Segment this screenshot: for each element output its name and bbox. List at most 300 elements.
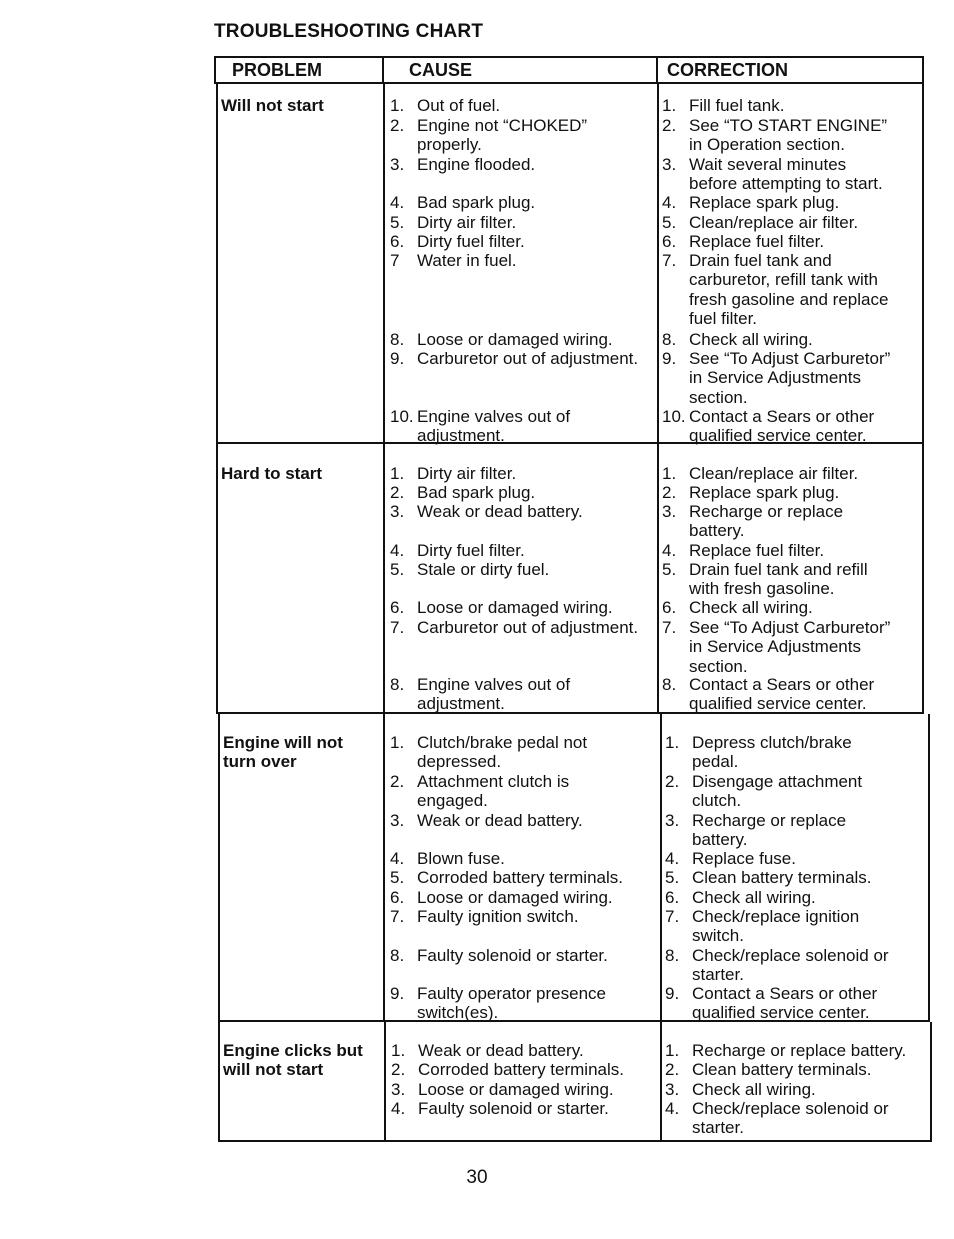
cause-number: 3. <box>390 811 405 830</box>
correction-item <box>662 502 919 541</box>
correction-text <box>689 502 919 541</box>
correction-line: carburetor, refill tank with <box>689 270 878 290</box>
cause-text <box>417 598 655 617</box>
cause-text <box>417 984 658 1023</box>
cause-item <box>390 116 655 155</box>
correction-line: Replace spark plug. <box>689 193 840 212</box>
cause-item <box>390 232 655 251</box>
correction-line: Contact a Sears or other <box>689 407 875 426</box>
cause-number: 6. <box>390 888 405 907</box>
cause-number: 4. <box>390 849 405 868</box>
cause-number: 7. <box>390 907 405 926</box>
correction-line: See “TO START ENGINE” <box>689 116 888 135</box>
cause-line: Engine valves out of <box>417 675 571 694</box>
correction-number: 5. <box>662 213 677 232</box>
cause-line: Engine valves out of <box>417 407 571 426</box>
cause-text <box>418 1041 658 1060</box>
cause-text <box>417 251 655 270</box>
cause-number: 3. <box>391 1080 406 1099</box>
correction-line: Contact a Sears or other <box>692 984 878 1003</box>
correction-item <box>662 96 919 115</box>
correction-number: 1. <box>662 464 677 483</box>
correction-item <box>662 675 919 714</box>
correction-line: fuel filter. <box>689 308 758 328</box>
correction-item <box>662 193 919 212</box>
cause-line: Clutch/brake pedal not <box>417 733 588 752</box>
cause-number: 1. <box>390 464 405 483</box>
cause-item <box>390 349 655 368</box>
correction-text <box>689 193 919 212</box>
correction-line: Replace spark plug. <box>689 483 840 502</box>
cause-item <box>390 984 658 1023</box>
cause-number: 5. <box>390 560 405 579</box>
correction-number: 5. <box>665 868 680 887</box>
correction-item <box>662 116 919 155</box>
cause-text <box>417 116 655 155</box>
cause-number: 2. <box>390 772 405 791</box>
problem-line: will not start <box>223 1060 324 1080</box>
cause-item <box>390 733 658 772</box>
correction-number: 2. <box>662 116 677 135</box>
cause-line: Water in fuel. <box>417 251 517 270</box>
problem-cell <box>221 464 380 483</box>
column-divider <box>383 82 385 442</box>
cause-number: 9. <box>390 984 405 1003</box>
correction-line: Drain fuel tank and <box>689 251 832 270</box>
cause-number: 6. <box>390 598 405 617</box>
cause-item <box>390 483 655 502</box>
correction-item <box>665 984 925 1023</box>
cause-line: Corroded battery terminals. <box>417 868 623 887</box>
correction-text <box>692 888 925 907</box>
correction-line: fresh gasoline and replace <box>689 289 889 309</box>
correction-item <box>662 213 919 232</box>
cause-item <box>390 772 658 811</box>
correction-number: 2. <box>665 1060 680 1079</box>
cause-item <box>390 541 655 560</box>
correction-item <box>662 464 919 483</box>
cause-line: adjustment. <box>417 426 505 446</box>
correction-line: battery. <box>689 521 745 541</box>
correction-text <box>689 541 919 560</box>
correction-text <box>692 811 925 850</box>
cause-text <box>418 1080 658 1099</box>
correction-line: starter. <box>692 965 744 985</box>
correction-item <box>665 868 925 887</box>
correction-number: 2. <box>662 483 677 502</box>
correction-line: Replace fuse. <box>692 849 796 868</box>
cause-text <box>417 349 655 368</box>
cause-item <box>391 1099 658 1118</box>
correction-item <box>665 733 925 772</box>
cause-number: 4. <box>390 193 405 212</box>
problem-cell <box>221 96 380 115</box>
correction-item <box>662 407 919 446</box>
correction-text <box>692 1041 927 1060</box>
cause-line: engaged. <box>417 791 488 811</box>
correction-number: 7. <box>662 618 677 637</box>
cause-number: 10. <box>390 407 414 426</box>
cause-text <box>417 849 658 868</box>
correction-line: Clean battery terminals. <box>692 868 872 887</box>
correction-number: 2. <box>665 772 680 791</box>
cause-text <box>417 946 658 965</box>
correction-line: Recharge or replace <box>692 811 847 830</box>
correction-line: Check all wiring. <box>692 1080 816 1099</box>
problem-line: Hard to start <box>221 464 323 483</box>
cause-text <box>418 1099 658 1118</box>
correction-text <box>692 1099 927 1138</box>
cause-line: Engine not “CHOKED” <box>417 116 588 135</box>
correction-item <box>662 330 919 349</box>
correction-line: qualified service center. <box>692 1003 870 1023</box>
correction-number: 9. <box>665 984 680 1003</box>
correction-line: Replace fuel filter. <box>689 232 825 251</box>
cause-line: Loose or damaged wiring. <box>417 330 613 349</box>
correction-line: before attempting to start. <box>689 174 883 194</box>
correction-number: 4. <box>665 1099 680 1118</box>
cause-item <box>390 675 655 714</box>
cause-item <box>390 155 655 174</box>
cause-number: 6. <box>390 232 405 251</box>
correction-number: 8. <box>662 675 677 694</box>
cause-number: 8. <box>390 675 405 694</box>
cause-line: Dirty air filter. <box>417 213 517 232</box>
cause-line: Loose or damaged wiring. <box>417 598 613 617</box>
correction-line: Fill fuel tank. <box>689 96 785 115</box>
correction-item <box>665 1099 927 1138</box>
correction-number: 6. <box>665 888 680 907</box>
cause-line: switch(es). <box>417 1003 499 1023</box>
cause-line: Weak or dead battery. <box>418 1041 584 1060</box>
cause-text <box>417 232 655 251</box>
correction-text <box>689 483 919 502</box>
correction-text <box>689 464 919 483</box>
correction-line: pedal. <box>692 752 739 772</box>
table-header <box>214 56 924 84</box>
correction-item <box>662 618 919 676</box>
problem-line: Will not start <box>221 96 324 115</box>
column-divider <box>383 714 385 1020</box>
correction-line: Check all wiring. <box>692 888 816 907</box>
correction-number: 6. <box>662 598 677 617</box>
cause-item <box>390 618 655 637</box>
correction-text <box>689 96 919 115</box>
cause-text <box>417 483 655 502</box>
correction-line: switch. <box>692 926 744 946</box>
correction-item <box>662 483 919 502</box>
cause-item <box>391 1041 658 1060</box>
correction-text <box>689 213 919 232</box>
cause-line: Stale or dirty fuel. <box>417 560 550 579</box>
cause-text <box>417 772 658 811</box>
column-divider <box>382 58 384 82</box>
header-cause: CAUSE <box>409 60 473 80</box>
correction-line: Check/replace solenoid or <box>692 1099 889 1118</box>
correction-text <box>689 618 919 676</box>
correction-line: starter. <box>692 1118 744 1138</box>
cause-text <box>417 618 655 637</box>
cause-item <box>391 1060 658 1079</box>
cause-line: Attachment clutch is <box>417 772 570 791</box>
correction-item <box>665 1060 927 1079</box>
cause-item <box>390 464 655 483</box>
cause-text <box>417 675 655 714</box>
cause-text <box>417 907 658 926</box>
cause-item <box>390 193 655 212</box>
correction-text <box>692 733 925 772</box>
correction-item <box>665 772 925 811</box>
correction-text <box>689 155 919 194</box>
problem-cell <box>223 1041 381 1080</box>
cause-item <box>391 1080 658 1099</box>
correction-line: Recharge or replace <box>689 502 844 521</box>
cause-item <box>390 946 658 965</box>
cause-line: Dirty fuel filter. <box>417 541 525 560</box>
table-row <box>216 82 924 444</box>
cause-item <box>390 213 655 232</box>
cause-item <box>390 598 655 617</box>
correction-item <box>665 946 925 985</box>
correction-line: See “To Adjust Carburetor” <box>689 618 891 637</box>
correction-line: Contact a Sears or other <box>689 675 875 694</box>
correction-text <box>689 232 919 251</box>
correction-number: 6. <box>662 232 677 251</box>
cause-number: 3. <box>390 155 405 174</box>
correction-number: 4. <box>662 541 677 560</box>
correction-line: Depress clutch/brake <box>692 733 852 752</box>
cause-item <box>390 502 655 521</box>
cause-number: 1. <box>390 733 405 752</box>
table-row <box>218 1022 932 1142</box>
correction-item <box>665 907 925 946</box>
correction-number: 7. <box>662 251 677 270</box>
correction-line: Disengage attachment <box>692 772 863 791</box>
cause-text <box>417 868 658 887</box>
correction-number: 1. <box>662 96 677 115</box>
correction-item <box>662 155 919 194</box>
cause-number: 4. <box>391 1099 406 1118</box>
correction-line: section. <box>689 656 748 676</box>
correction-text <box>692 1060 927 1079</box>
cause-item <box>390 907 658 926</box>
correction-number: 3. <box>665 1080 680 1099</box>
cause-line: Blown fuse. <box>417 849 505 868</box>
column-divider <box>657 444 659 712</box>
correction-line: section. <box>689 387 748 407</box>
cause-line: Faulty operator presence <box>417 984 606 1003</box>
cause-item <box>390 96 655 115</box>
correction-line: Clean battery terminals. <box>692 1060 872 1079</box>
correction-text <box>689 251 919 328</box>
correction-number: 8. <box>665 946 680 965</box>
cause-line: adjustment. <box>417 694 505 714</box>
cause-line: Engine flooded. <box>417 155 536 174</box>
cause-number: 8. <box>390 946 405 965</box>
cause-text <box>417 330 655 349</box>
correction-text <box>692 907 925 946</box>
cause-text <box>417 560 655 579</box>
correction-number: 3. <box>665 811 680 830</box>
correction-number: 8. <box>662 330 677 349</box>
correction-line: Check all wiring. <box>689 330 813 349</box>
cause-text <box>417 811 658 830</box>
correction-line: Check/replace ignition <box>692 907 860 926</box>
cause-text <box>417 96 655 115</box>
correction-text <box>689 349 919 407</box>
correction-text <box>692 772 925 811</box>
cause-text <box>417 155 655 174</box>
correction-line: Clean/replace air filter. <box>689 464 859 483</box>
correction-number: 4. <box>662 193 677 212</box>
page-number: 30 <box>466 1167 488 1188</box>
cause-number: 7. <box>390 618 405 637</box>
problem-line: Engine clicks but <box>223 1041 363 1060</box>
correction-number: 1. <box>665 733 680 752</box>
correction-line: qualified service center. <box>689 694 867 714</box>
correction-item <box>665 811 925 850</box>
problem-line: turn over <box>223 752 297 772</box>
problem-line: Engine will not <box>223 733 343 752</box>
cause-number: 2. <box>390 483 405 502</box>
correction-text <box>689 407 919 446</box>
correction-item <box>665 1041 927 1060</box>
correction-number: 4. <box>665 849 680 868</box>
correction-line: in Service Adjustments <box>689 637 861 657</box>
correction-line: qualified service center. <box>689 426 867 446</box>
correction-line: Wait several minutes <box>689 155 847 174</box>
correction-item <box>662 251 919 328</box>
cause-line: Weak or dead battery. <box>417 811 583 830</box>
cause-number: 9. <box>390 349 405 368</box>
cause-text <box>417 733 658 772</box>
cause-line: Loose or damaged wiring. <box>418 1080 614 1099</box>
correction-line: Drain fuel tank and refill <box>689 560 868 579</box>
cause-number: 4. <box>390 541 405 560</box>
cause-number: 2. <box>390 116 405 135</box>
cause-text <box>417 407 655 446</box>
cause-text <box>417 541 655 560</box>
cause-number: 3. <box>390 502 405 521</box>
correction-item <box>662 598 919 617</box>
cause-text <box>417 193 655 212</box>
correction-item <box>662 232 919 251</box>
correction-text <box>692 946 925 985</box>
cause-line: Bad spark plug. <box>417 483 536 502</box>
cause-item <box>390 560 655 579</box>
correction-line: in Operation section. <box>689 135 845 155</box>
correction-text <box>692 868 925 887</box>
cause-text <box>417 888 658 907</box>
cause-line: Faulty solenoid or starter. <box>418 1099 609 1118</box>
cause-item <box>390 888 658 907</box>
cause-item <box>390 868 658 887</box>
correction-item <box>662 560 919 599</box>
correction-item <box>662 349 919 407</box>
correction-text <box>689 675 919 714</box>
table-row <box>218 714 930 1022</box>
correction-line: See “To Adjust Carburetor” <box>689 349 891 368</box>
correction-number: 5. <box>662 560 677 579</box>
problem-cell <box>223 733 380 772</box>
cause-number: 2. <box>391 1060 406 1079</box>
cause-line: Dirty fuel filter. <box>417 232 525 251</box>
cause-item <box>390 849 658 868</box>
correction-text <box>689 560 919 599</box>
cause-line: Corroded battery terminals. <box>418 1060 624 1079</box>
correction-number: 3. <box>662 502 677 521</box>
table-row <box>216 444 924 714</box>
header-problem: PROBLEM <box>232 60 322 80</box>
correction-text <box>692 849 925 868</box>
cause-number: 1. <box>390 96 405 115</box>
correction-line: Replace fuel filter. <box>689 541 825 560</box>
correction-line: battery. <box>692 830 748 850</box>
correction-item <box>665 849 925 868</box>
chart-title: TROUBLESHOOTING CHART <box>214 21 484 42</box>
column-divider <box>660 714 662 1020</box>
column-divider <box>384 1022 386 1140</box>
cause-line: Carburetor out of adjustment. <box>417 349 639 368</box>
correction-number: 1. <box>665 1041 680 1060</box>
correction-item <box>662 541 919 560</box>
cause-number: 7 <box>390 251 400 270</box>
cause-text <box>417 502 655 521</box>
cause-item <box>390 251 655 270</box>
correction-line: Check/replace solenoid or <box>692 946 889 965</box>
correction-text <box>689 116 919 155</box>
correction-line: with fresh gasoline. <box>689 579 835 599</box>
correction-item <box>665 1080 927 1099</box>
cause-text <box>417 464 655 483</box>
correction-text <box>689 330 919 349</box>
cause-line: Bad spark plug. <box>417 193 536 212</box>
correction-number: 9. <box>662 349 677 368</box>
correction-item <box>665 888 925 907</box>
cause-item <box>390 811 658 830</box>
correction-line: in Service Adjustments <box>689 368 861 388</box>
cause-line: Loose or damaged wiring. <box>417 888 613 907</box>
column-divider <box>383 444 385 712</box>
cause-item <box>390 407 655 446</box>
correction-number: 10. <box>662 407 686 426</box>
correction-line: Recharge or replace battery. <box>692 1041 907 1060</box>
cause-item <box>390 330 655 349</box>
cause-line: Faulty ignition switch. <box>417 907 579 926</box>
correction-number: 7. <box>665 907 680 926</box>
column-divider <box>660 1022 662 1140</box>
cause-line: depressed. <box>417 752 502 772</box>
cause-number: 5. <box>390 213 405 232</box>
header-correction: CORRECTION <box>667 60 788 80</box>
cause-text <box>417 213 655 232</box>
correction-line: clutch. <box>692 791 742 811</box>
cause-line: Carburetor out of adjustment. <box>417 618 639 637</box>
cause-line: Faulty solenoid or starter. <box>417 946 608 965</box>
correction-line: Clean/replace air filter. <box>689 213 859 232</box>
correction-text <box>692 984 925 1023</box>
cause-line: Weak or dead battery. <box>417 502 583 521</box>
cause-number: 1. <box>391 1041 406 1060</box>
cause-number: 8. <box>390 330 405 349</box>
correction-text <box>692 1080 927 1099</box>
cause-number: 5. <box>390 868 405 887</box>
correction-line: Check all wiring. <box>689 598 813 617</box>
column-divider <box>656 58 658 82</box>
cause-line: Dirty air filter. <box>417 464 517 483</box>
cause-text <box>418 1060 658 1079</box>
correction-text <box>689 598 919 617</box>
